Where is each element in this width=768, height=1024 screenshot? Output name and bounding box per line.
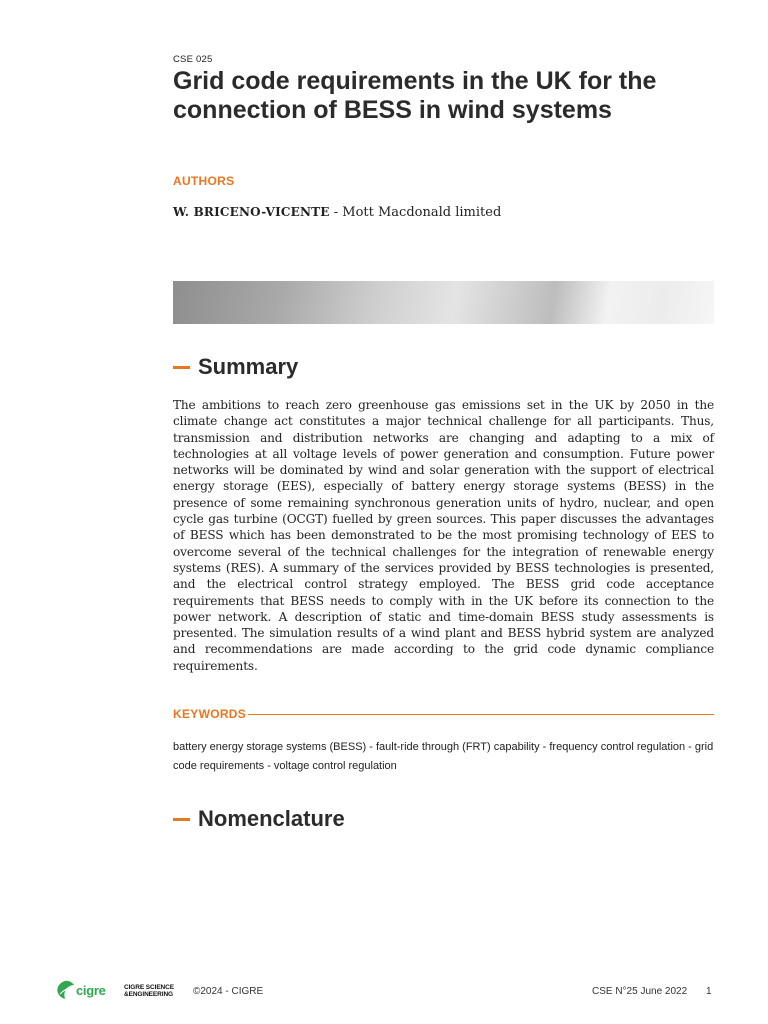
summary-heading [173,354,298,380]
paper-title: Grid code requirements in the UK for the connection of BESS in wind systems [173,67,657,124]
summary-text: The ambitions to reach zero greenhouse gas emissions set in the UK by 2050 in the climate change act constitutes a major technical challenge for all participants. Thus, transmission and distribution networks are changing and adapting to a mix of technologies at all voltage levels of power generation and consumption. Future power networks will be dominated by wind and solar generation with the support of electrical energy storage (EES), especially of battery energy storage systems (BESS) in the presence of some remaining synchronous generation units of hydro, nuclear, and open cycle gas turbine (OCGT) fuelled by green sources. This paper discusses the advantages of BESS which has been demonstrated to be the most promising technology of EES to overcome several of the technical challenges for the integration of renewable energy systems (RES). A summary of the services provided by BESS technologies is presented, and the electrical control strategy employed. The BESS grid code acceptance requirements that BESS needs to comply with in the UK before its connection to the power network. A description of static and time-domain BESS study assessments is presented. The simulation results of a wind plant and BESS hybrid system are analyzed and recommendations are made according to the grid code dynamic compliance requirements. [173,398,714,673]
keywords-header [173,707,714,721]
section-dash-icon [173,366,190,369]
keywords-text: battery energy storage systems (BESS) - fault-ride through (FRT) capability - frequency control regulation - grid code requirements - voltage control regulation [173,741,714,772]
nomenclature-heading-text: Nomenclature [198,806,345,831]
nomenclature-heading [173,806,345,832]
copyright-text: ©2024 - CIGRE [193,986,264,997]
cigre-science-engineering-logo [124,985,174,998]
section-dash-icon [173,818,190,821]
authors-label: AUTHORS [173,174,235,188]
page-number: 1 [706,986,712,997]
cigre-logo [55,980,106,1000]
se-logo-line2: &ENGINEERING [124,990,174,998]
keywords-label: KEYWORDS [173,707,247,721]
paper-code: CSE 025 [173,54,213,65]
summary-heading-text: Summary [198,354,299,379]
author-affiliation: - Mott Macdonald limited [329,205,502,220]
se-logo-line1: CIGRE SCIENCE [124,984,174,991]
keywords-divider [248,714,714,715]
cigre-logo-text: cigre [76,982,106,998]
author-name: W. BRICENO-VICENTE [173,205,330,219]
cigre-leaf-icon [55,980,75,1000]
author-entry [173,205,501,220]
issue-info: CSE N°25 June 2022 [592,986,688,997]
decorative-banner-image [173,281,714,324]
page-footer [0,978,768,1004]
